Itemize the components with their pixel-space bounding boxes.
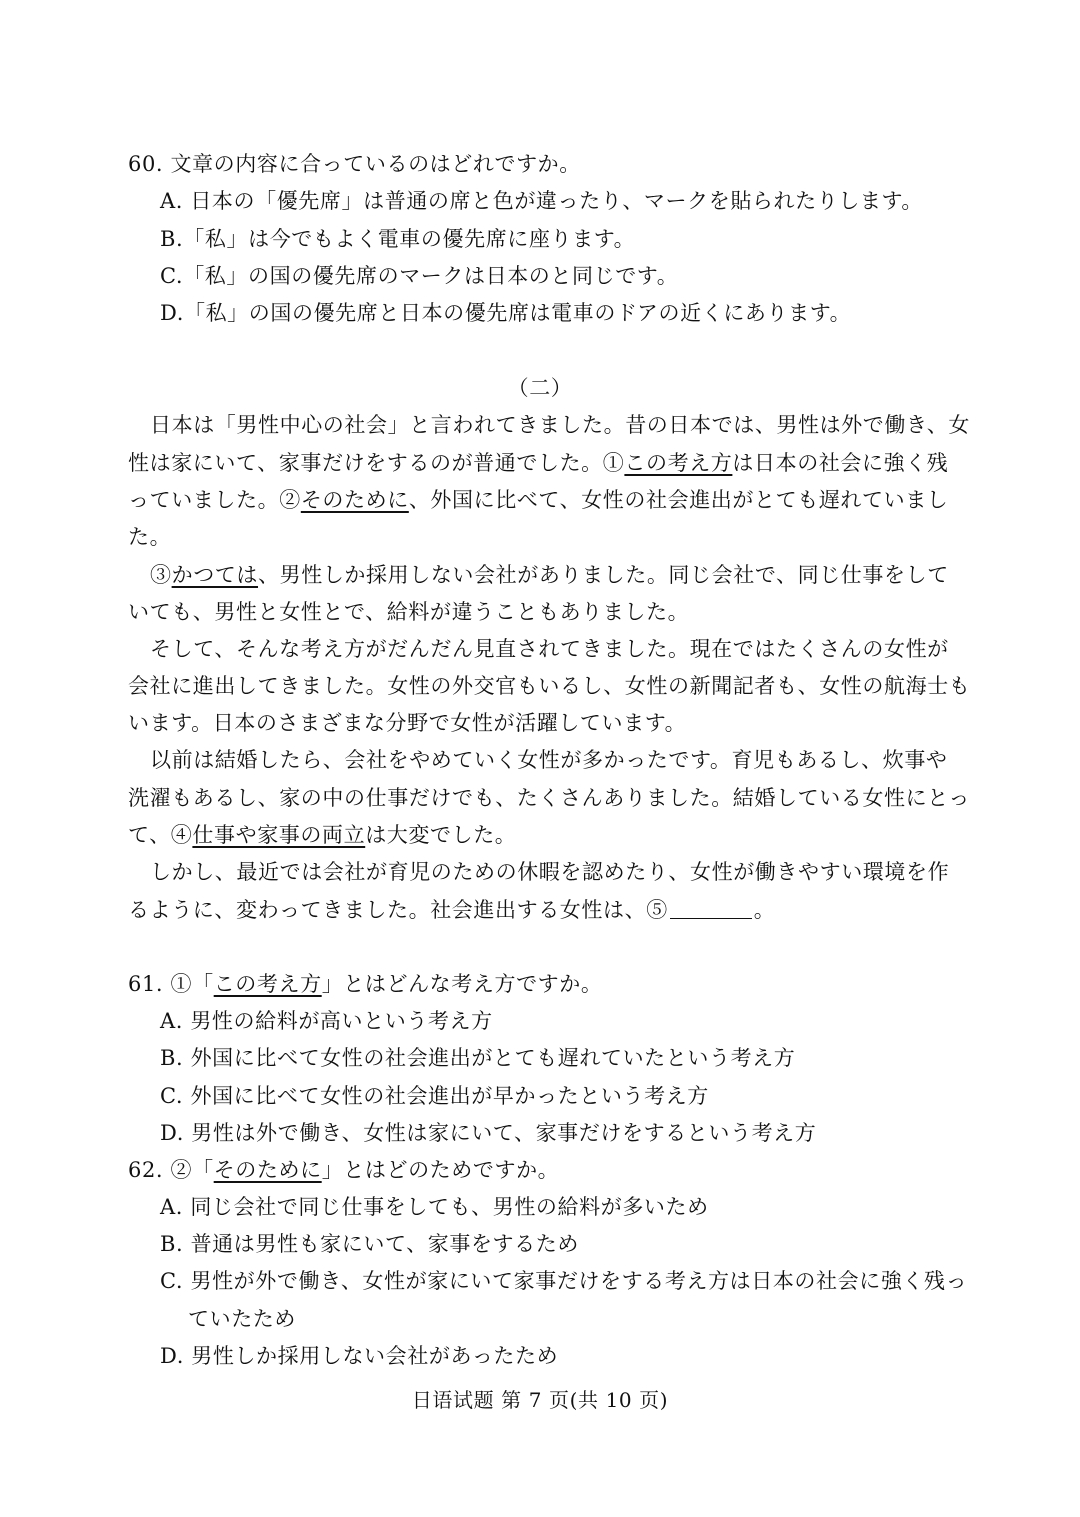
passage-p1-line4: た。 [128, 525, 172, 549]
question-61-option-c: C. 外国に比べて女性の社会進出が早かったという考え方 [160, 1084, 709, 1108]
question-61-stem [128, 969, 603, 999]
question-61-option-d: D. 男性は外で働き、女性は家にいて、家事だけをするという考え方 [160, 1121, 817, 1145]
question-60-option-d: D.「私」の国の優先席と日本の優先席は電車のドアの近くにあります。 [160, 301, 852, 325]
passage-p3-line3: います。日本のさまざまな分野で女性が活躍しています。 [128, 711, 687, 735]
question-62-option-c: C. 男性が外で働き、女性が家にいて家事だけをする考え方は日本の社会に強く残っ [160, 1269, 968, 1293]
question-text: 62. ②「 [128, 1158, 214, 1182]
question-text: 」とはどのためですか。 [321, 1158, 560, 1182]
passage-text: 。 [753, 898, 776, 922]
passage-text: るように、変わってきました。社会進出する女性は、⑤ [128, 898, 668, 922]
passage-p1-line1: 日本は「男性中心の社会」と言われてきました。昔の日本では、男性は外で働き、女 [150, 413, 970, 437]
fill-in-blank-5 [670, 898, 752, 919]
question-62-stem [128, 1155, 559, 1185]
passage-text: っていました。② [128, 488, 301, 512]
question-62-option-b: B. 普通は男性も家にいて、家事をするため [160, 1232, 579, 1256]
passage-p3-line2: 会社に進出してきました。女性の外交官もいるし、女性の新聞記者も、女性の航海士も [128, 674, 971, 698]
underlined-phrase-4: 仕事や家事の両立 [192, 823, 366, 847]
underlined-phrase-1: この考え方 [624, 451, 733, 475]
question-text: 61. ①「 [128, 972, 214, 996]
passage-p4-line2: 洗濯もあるし、家の中の仕事だけでも、たくさんありました。結婚している女性にとっ [128, 786, 970, 810]
question-62-option-a: A. 同じ会社で同じ仕事をしても、男性の給料が多いため [160, 1195, 709, 1219]
page-footer: 日语试题 第 7 页(共 10 页) [411, 1388, 669, 1412]
question-61-option-b: B. 外国に比べて女性の社会進出がとても遅れていたという考え方 [160, 1046, 796, 1070]
passage-text: 、外国に比べて、女性の社会進出がとても遅れていまし [408, 488, 949, 512]
question-62-option-c-continued: ていたため [188, 1307, 296, 1331]
passage-text: は日本の社会に強く残 [732, 451, 949, 475]
question-60-option-b: B.「私」は今でもよく電車の優先席に座ります。 [160, 227, 636, 251]
passage-text: ③ [150, 563, 172, 587]
passage-text: 、男性しか採用しない会社がありました。同じ会社で、同じ仕事をして [258, 563, 949, 587]
question-60-option-a: A. 日本の「優先席」は普通の席と色が違ったり、マークを貼られたりします。 [160, 189, 924, 213]
question-62-quoted-phrase: そのために [213, 1158, 322, 1182]
passage-p3-line1: そして、そんな考え方がだんだん見直されてきました。現在ではたくさんの女性が [150, 637, 949, 661]
passage-p5-line1: しかし、最近では会社が育児のための休暇を認めたり、女性が働きやすい環境を作 [150, 860, 950, 884]
question-61-option-a: A. 男性の給料が高いという考え方 [160, 1009, 493, 1033]
passage-p1-line3 [128, 485, 948, 515]
section-title: （二） [507, 376, 573, 400]
passage-p2-line2: いても、男性と女性とで、給料が違うこともありました。 [128, 600, 690, 624]
underlined-phrase-3: かつては [171, 563, 259, 587]
passage-p4-line1: 以前は結婚したら、会社をやめていく女性が多かったです。育児もあるし、炊事や [150, 748, 948, 772]
passage-text: は大変でした。 [365, 823, 517, 847]
passage-p2-line1 [150, 560, 949, 590]
underlined-phrase-2: そのために [300, 488, 409, 512]
passage-text: 性は家にいて、家事だけをするのが普通でした。① [128, 451, 625, 475]
passage-p1-line2 [128, 448, 948, 478]
passage-p5-line2 [128, 895, 775, 925]
passage-text: て、④ [128, 823, 193, 847]
question-text: 」とはどんな考え方ですか。 [321, 972, 603, 996]
question-61-quoted-phrase: この考え方 [213, 972, 322, 996]
question-62-option-d: D. 男性しか採用しない会社があったため [160, 1344, 559, 1368]
question-60-option-c: C.「私」の国の優先席のマークは日本のと同じです。 [160, 264, 679, 288]
passage-p4-line3 [128, 820, 516, 850]
question-60-stem: 60. 文章の内容に合っているのはどれですか。 [128, 152, 581, 176]
